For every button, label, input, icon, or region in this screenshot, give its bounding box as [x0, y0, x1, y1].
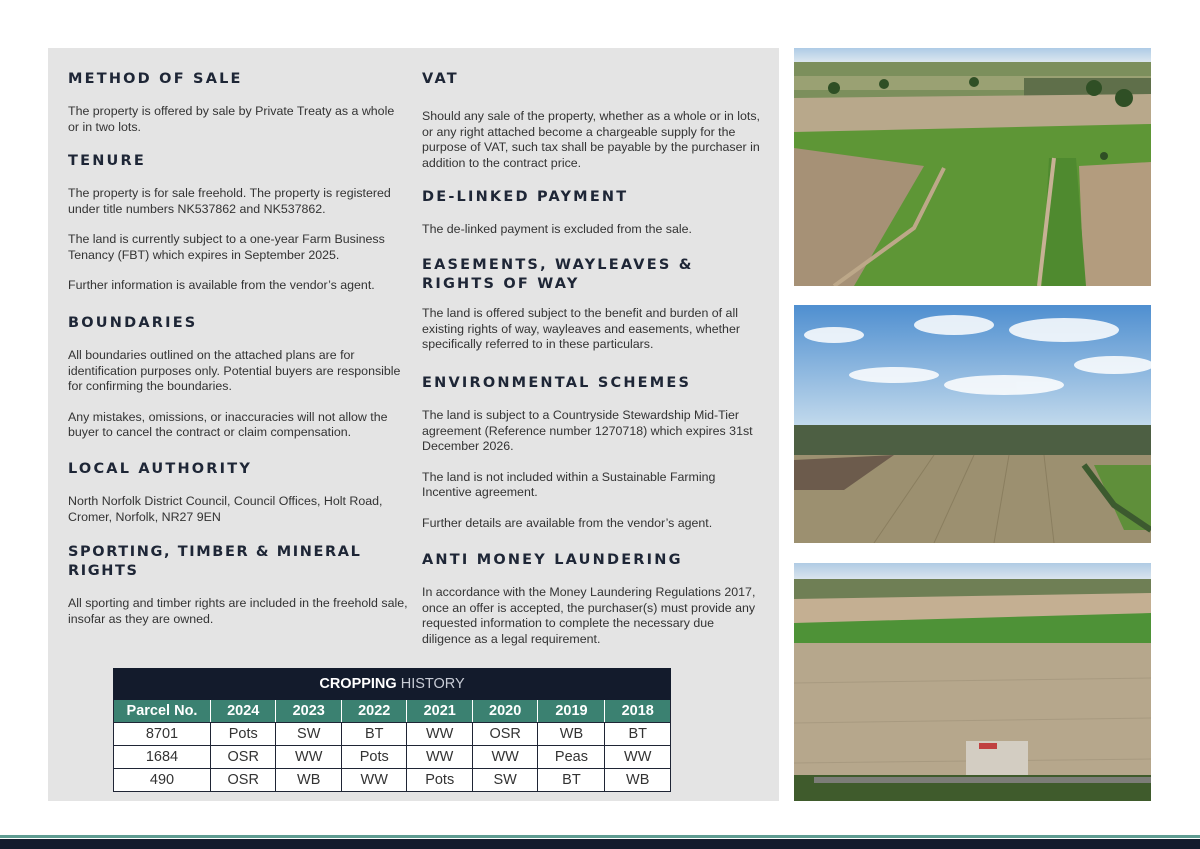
table-cell: SW — [276, 723, 341, 746]
cropping-title-light: HISTORY — [400, 676, 465, 692]
header-year: 2022 — [341, 700, 406, 723]
delinked-section — [422, 188, 760, 238]
environmental-text-1: The land is subject to a Countryside Stewardship Mid-Tier agreement (Reference number 1270718) which expires 31st December 2026. — [422, 408, 753, 454]
aml-heading: ANTI MONEY LAUNDERING — [422, 552, 683, 568]
boundaries-heading: BOUNDARIES — [68, 315, 198, 331]
info-panel — [48, 48, 779, 801]
header-year: 2020 — [472, 700, 537, 723]
table-cell: BT — [341, 723, 406, 746]
aerial-photo-fields-3 — [794, 563, 1151, 801]
table-cell: WB — [538, 723, 605, 746]
environmental-section — [422, 374, 760, 532]
table-cell: WB — [276, 769, 341, 792]
delinked-heading: DE-LINKED PAYMENT — [422, 189, 629, 205]
table-cell: Pots — [407, 769, 472, 792]
tenure-text-1: The property is for sale freehold. The property is registered under title numbers NK537862 and NK537862. — [68, 186, 391, 216]
table-cell: WB — [605, 769, 671, 792]
header-year: 2024 — [211, 700, 276, 723]
local-authority-text: North Norfolk District Council, Council Offices, Holt Road, Cromer, Norfolk, NR27 9EN — [68, 494, 383, 524]
sporting-text: All sporting and timber rights are included in the freehold sale, insofar as they are owned. — [68, 596, 408, 626]
cropping-title — [114, 669, 671, 700]
table-cell: 490 — [114, 769, 211, 792]
table-cell: OSR — [211, 769, 276, 792]
table-cell: WW — [276, 746, 341, 769]
table-cell: Pots — [341, 746, 406, 769]
table-cell: Peas — [538, 746, 605, 769]
aml-text: In accordance with the Money Laundering Regulations 2017, once an offer is accepted, the purchaser(s) must provide any requested information to complete the necessary due diligence as a legal requirement. — [422, 585, 756, 646]
header-parcel: Parcel No. — [114, 700, 211, 723]
local-authority-section — [68, 460, 408, 525]
table-cell: WW — [407, 746, 472, 769]
easements-text: The land is offered subject to the benefit and burden of all existing rights of way, wayleaves and easements, whether specifically referred to in these particulars. — [422, 306, 740, 352]
tenure-section — [68, 152, 408, 294]
aerial-photo-fields-1 — [794, 48, 1151, 286]
cropping-history-table — [113, 668, 671, 792]
environmental-heading: ENVIRONMENTAL SCHEMES — [422, 375, 692, 391]
vat-section — [422, 70, 760, 171]
table-cell: BT — [605, 723, 671, 746]
aml-section — [422, 551, 760, 647]
cropping-title-row — [114, 669, 671, 700]
cropping-header-row — [114, 700, 671, 723]
sporting-heading: SPORTING, TIMBER & MINERAL RIGHTS — [68, 544, 362, 579]
table-cell: SW — [472, 769, 537, 792]
footer-bar — [0, 839, 1200, 849]
table-cell: 1684 — [114, 746, 211, 769]
environmental-text-3: Further details are available from the vendor’s agent. — [422, 515, 713, 530]
boundaries-section — [68, 314, 408, 441]
cropping-title-bold: CROPPING — [319, 676, 397, 692]
table-cell: OSR — [211, 746, 276, 769]
header-year: 2018 — [605, 700, 671, 723]
delinked-text: The de-linked payment is excluded from the sale. — [422, 222, 692, 236]
boundaries-text-2: Any mistakes, omissions, or inaccuracies will not allow the buyer to cancel the contract or claim compensation. — [68, 409, 388, 440]
table-row — [114, 723, 671, 746]
aerial-photo-fields-2 — [794, 305, 1151, 543]
tenure-heading: TENURE — [68, 153, 146, 169]
boundaries-text-1: All boundaries outlined on the attached plans are for identification purposes only. Potential buyers are responsible for confirming the boundaries. — [68, 348, 401, 394]
header-year: 2019 — [538, 700, 605, 723]
sporting-section — [68, 543, 408, 627]
table-cell: WW — [472, 746, 537, 769]
table-cell: OSR — [472, 723, 537, 746]
header-year: 2023 — [276, 700, 341, 723]
easements-heading: EASEMENTS, WAYLEAVES & RIGHTS OF WAY — [422, 257, 694, 292]
table-cell: WW — [341, 769, 406, 792]
table-row — [114, 769, 671, 792]
header-year: 2021 — [407, 700, 472, 723]
method-of-sale-heading: METHOD OF SALE — [68, 71, 243, 87]
easements-section — [422, 256, 760, 353]
vat-text: Should any sale of the property, whether as a whole or in lots, or any right attached become a chargeable supply for the purpose of VAT, such tax shall be payable by the purchaser in addition to the contract price. — [422, 109, 760, 170]
table-cell: BT — [538, 769, 605, 792]
table-cell: Pots — [211, 723, 276, 746]
table-cell: WW — [407, 723, 472, 746]
tenure-text-2: The land is currently subject to a one-year Farm Business Tenancy (FBT) which expires in September 2025. — [68, 232, 385, 262]
table-row — [114, 746, 671, 769]
vat-heading: VAT — [422, 71, 459, 87]
local-authority-heading: LOCAL AUTHORITY — [68, 461, 253, 477]
method-of-sale-section — [68, 70, 408, 135]
environmental-text-2: The land is not included within a Sustainable Farming Incentive agreement. — [422, 469, 716, 500]
tenure-text-3: Further information is available from the vendor’s agent. — [68, 278, 375, 293]
method-of-sale-text: The property is offered by sale by Private Treaty as a whole or in two lots. — [68, 104, 395, 134]
footer-accent-line — [0, 835, 1200, 838]
table-cell: WW — [605, 746, 671, 769]
table-cell: 8701 — [114, 723, 211, 746]
